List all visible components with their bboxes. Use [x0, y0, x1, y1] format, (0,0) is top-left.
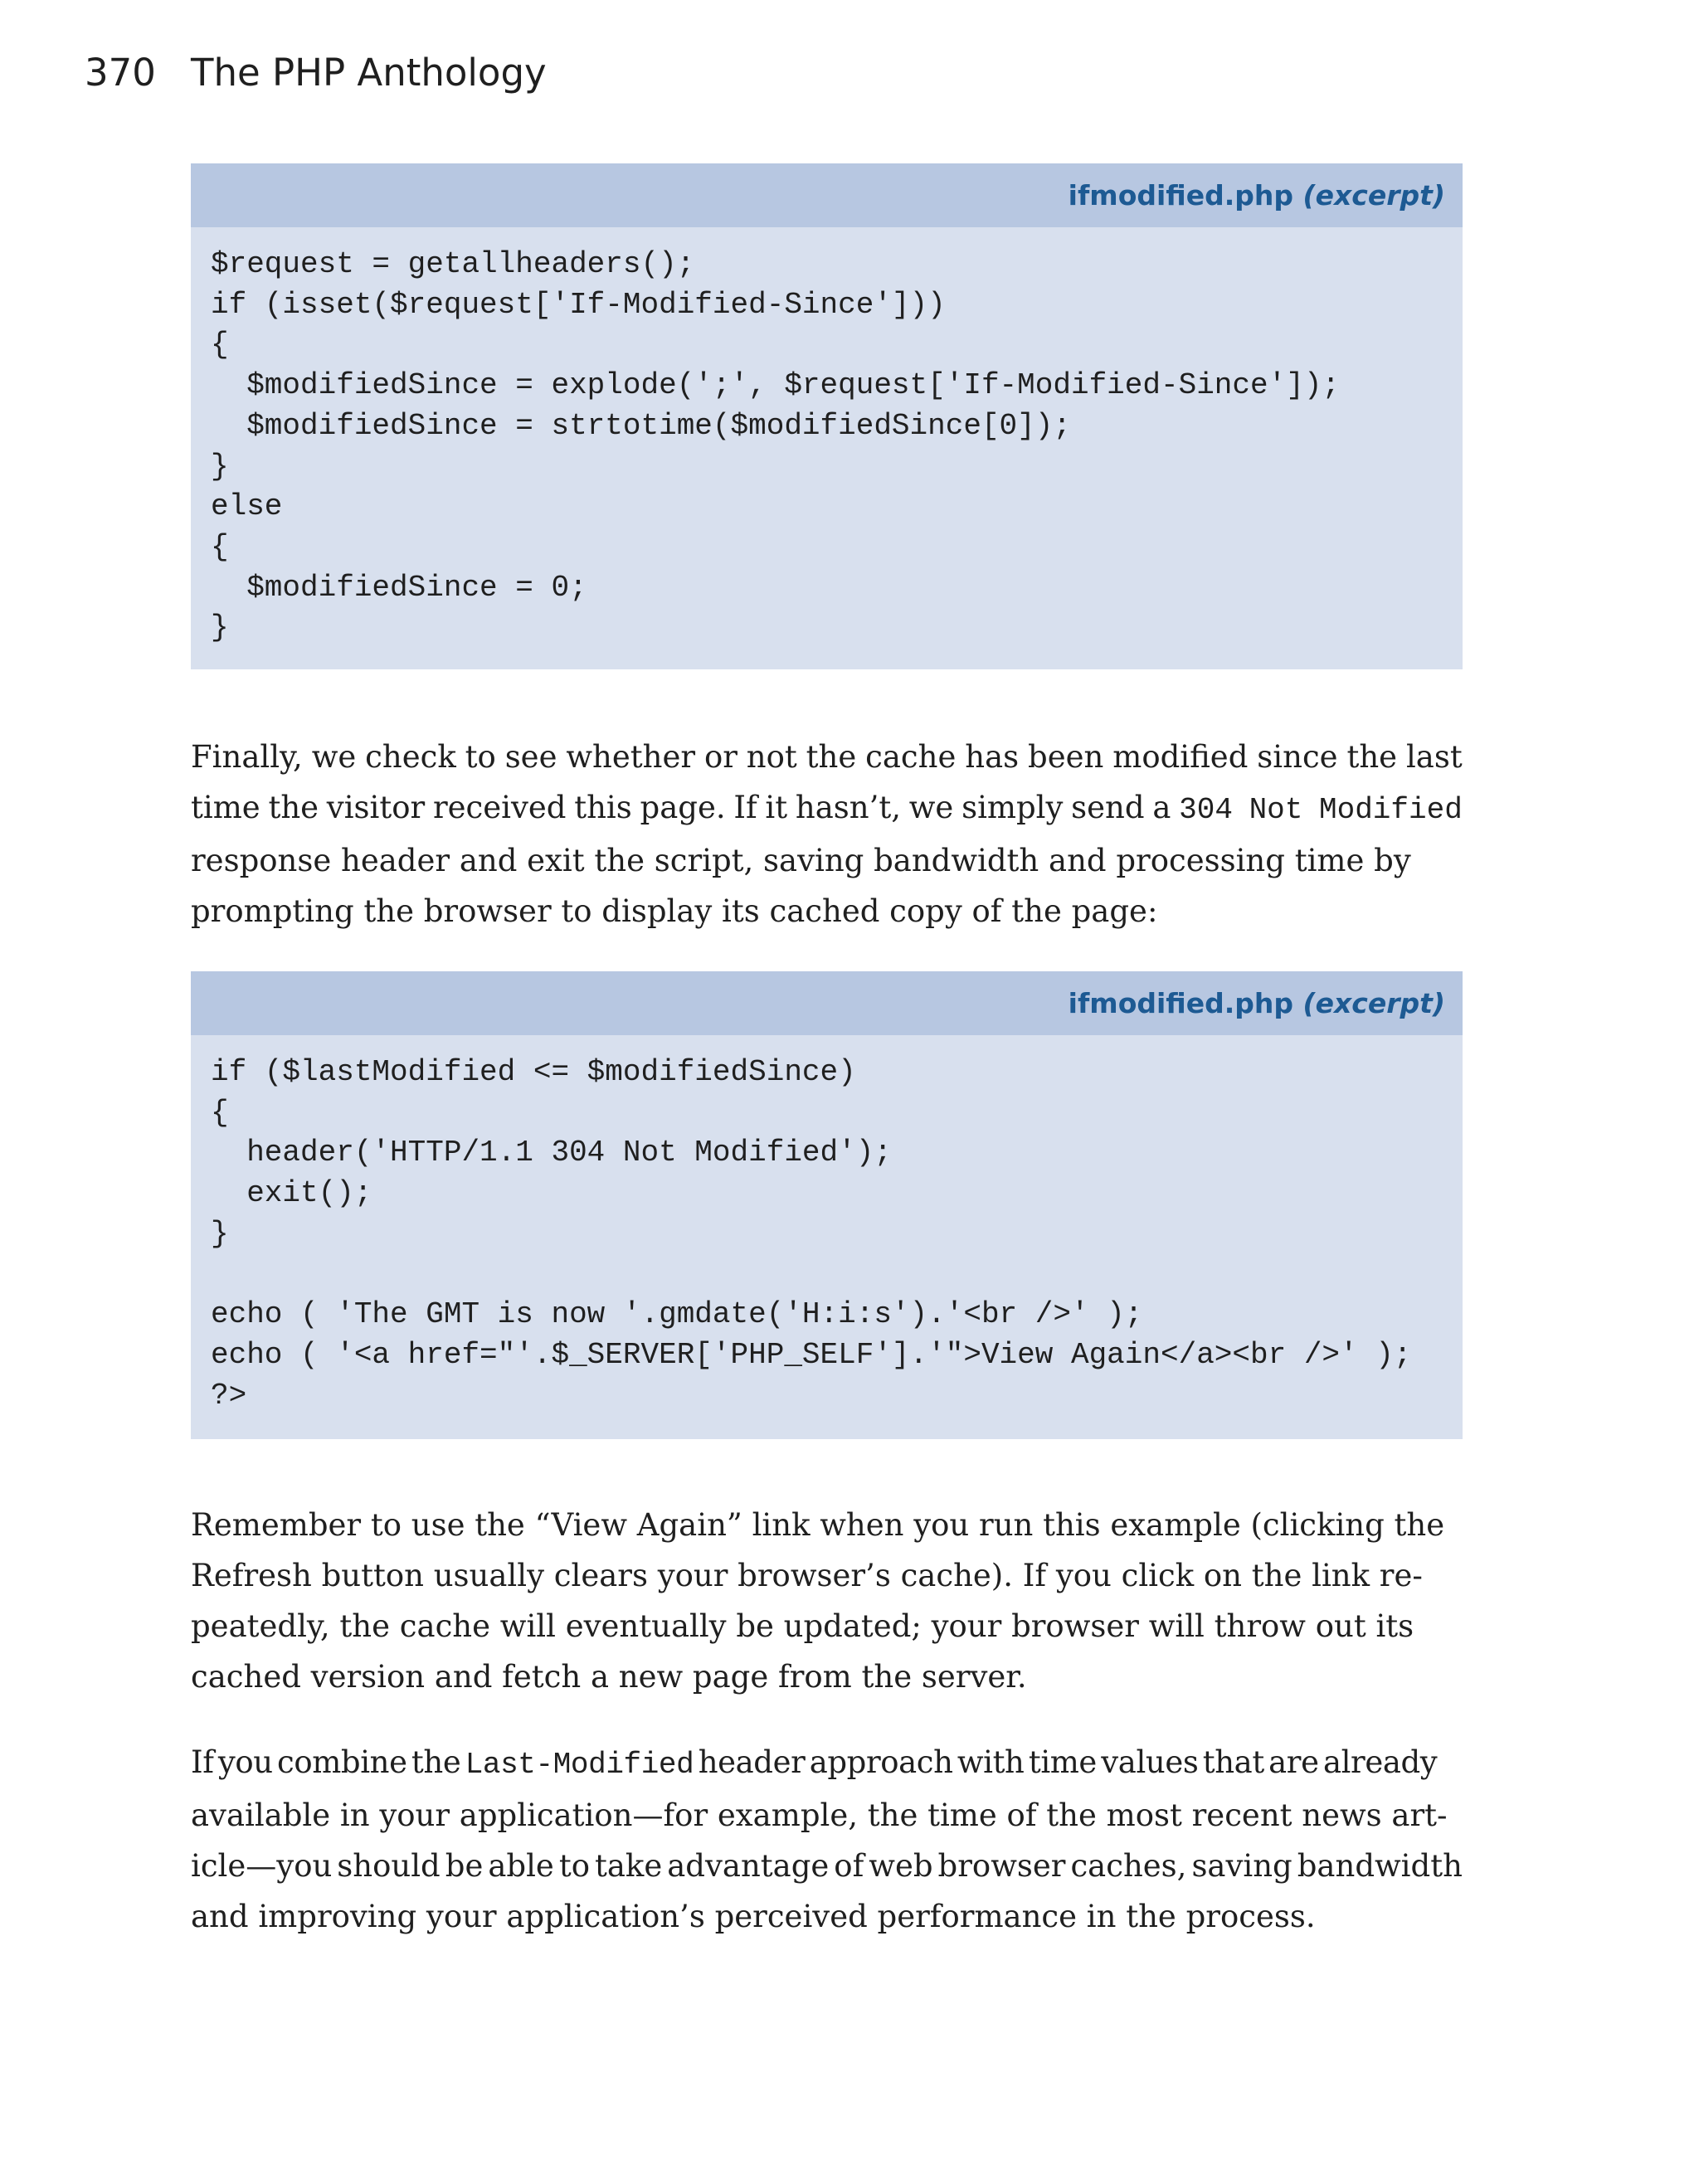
text-line: icle—you should be able to take advantage of web browser caches, saving bandwidth: [191, 1848, 1463, 1884]
text-line: Finally, we check to see whether or not the cache has been modified since the last: [191, 739, 1463, 775]
paragraph-3: [191, 1737, 1463, 1942]
inline-code: 304 Not Modified: [1179, 793, 1463, 827]
book-title: The PHP Anthology: [191, 51, 547, 95]
text-line: cached version and fetch a new page from the server.: [191, 1659, 1027, 1695]
text-line: available in your application—for example, the time of the most recent news art-: [191, 1797, 1448, 1833]
text-line: time the visitor received this page. If it hasn’t, we simply send a 304 Not Modified: [191, 790, 1463, 827]
code-caption-note: (excerpt): [1302, 179, 1445, 212]
paragraph-1: [191, 732, 1463, 936]
code-caption: [191, 163, 1463, 227]
code-listing: $request = getallheaders(); if (isset($request['If-Modified-Since'])) { $modifiedSince = explode(';', $request['If-Modified-Since']); $modifiedSince = strtotime($modifiedSince[0]); } else { $modifiedSince = 0; }: [211, 247, 1341, 645]
page-number: 370: [85, 51, 156, 95]
code-caption: [191, 971, 1463, 1035]
text-line: If you combine the Last-Modified header approach with time values that are already: [191, 1744, 1438, 1782]
code-listing: if ($lastModified <= $modifiedSince) { header('HTTP/1.1 304 Not Modified'); exit(); } echo ( 'The GMT is now '.gmdate('H:i:s').'<br />' ); echo ( '<a href="'.$_SERVER['PHP_SELF'].'">View Again</a><br />' ); ?>: [211, 1055, 1412, 1413]
code-block-2: [191, 971, 1463, 1439]
inline-code: Last-Modified: [465, 1748, 694, 1782]
code-filename: ifmodified.php: [1068, 987, 1294, 1019]
text-line: prompting the browser to display its cached copy of the page:: [191, 893, 1158, 929]
running-head: [85, 48, 547, 98]
text-line: Remember to use the “View Again” link when you run this example (clicking the: [191, 1507, 1445, 1543]
text-line: Refresh button usually clears your browser’s cache). If you click on the link re-: [191, 1558, 1423, 1593]
text-line: and improving your application’s perceived performance in the process.: [191, 1899, 1316, 1934]
text-line: response header and exit the script, saving bandwidth and processing time by: [191, 843, 1411, 878]
text-line: peatedly, the cache will eventually be updated; your browser will throw out its: [191, 1608, 1414, 1644]
code-filename: ifmodified.php: [1068, 179, 1294, 212]
paragraph-2: [191, 1500, 1463, 1702]
code-caption-note: (excerpt): [1302, 987, 1445, 1019]
code-block-1: [191, 163, 1463, 669]
